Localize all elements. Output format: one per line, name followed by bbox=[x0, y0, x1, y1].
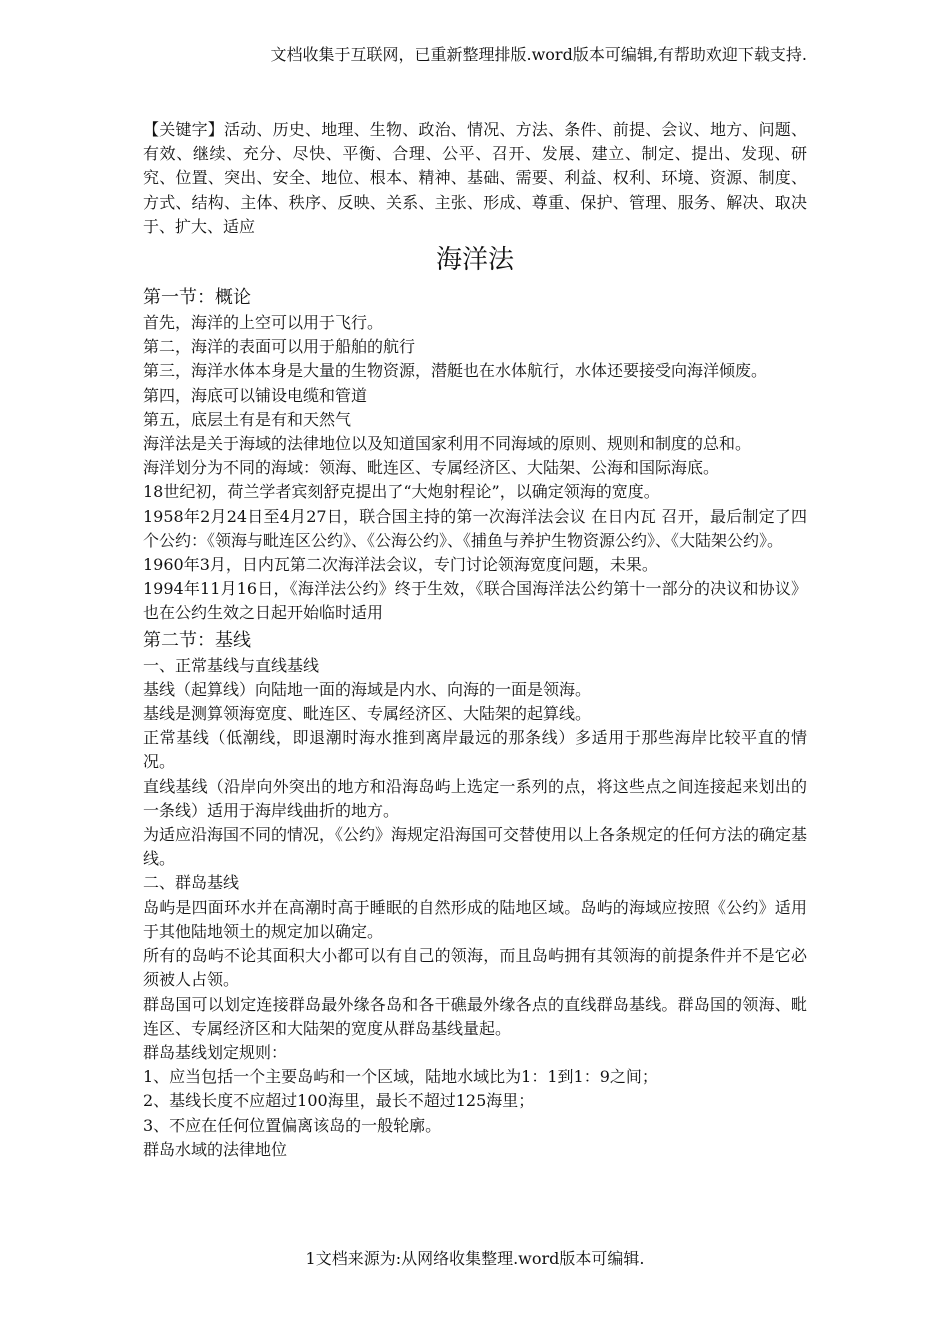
section-2-paragraph: 岛屿是四面环水并在高潮时高于睡眠的自然形成的陆地区域。岛屿的海域应按照《公约》适用于其他陆地领土的规定加以确定。 bbox=[143, 897, 807, 941]
section-2-paragraph: 群岛国可以划定连接群岛最外缘各岛和各干礁最外缘各点的直线群岛基线。群岛国的领海、毗连区、专属经济区和大陆架的宽度从群岛基线量起。 bbox=[143, 994, 807, 1038]
section-1-paragraph: 海洋法是关于海域的法律地位以及知道国家利用不同海域的原则、规则和制度的总和。 bbox=[143, 434, 752, 454]
page-header: 文档收集于互联网，已重新整理排版.word版本可编辑,有帮助欢迎下载支持. bbox=[270, 45, 807, 64]
section-1-paragraph: 1960年3月，日内瓦第二次海洋法会议，专门讨论领海宽度问题，未果。 bbox=[143, 555, 658, 575]
keywords-paragraph: 【关键字】活动、历史、地理、生物、政治、情况、方法、条件、前提、会议、地方、问题、有效、继续、充分、尽快、平衡、合理、公平、召开、发展、建立、制定、提出、发现、研究、位置、突出、安全、地位、根本、精神、基础、需要、利益、权利、环境、资源、制度、方式、结构、主体、秩序、反映、关系、主张、形成、尊重、保护、管理、服务、解决、取决于、扩大、适应 bbox=[143, 120, 807, 236]
section-1-paragraph: 第五，底层土有是有和天然气 bbox=[143, 409, 352, 429]
section-2-paragraph: 群岛水域的法律地位 bbox=[143, 1139, 288, 1159]
section-2-paragraph: 所有的岛屿不论其面积大小都可以有自己的领海，而且岛屿拥有其领海的前提条件并不是它必须被人占领。 bbox=[143, 946, 807, 990]
rule-item: 2、基线长度不应超过100海里，最长不超过125海里； bbox=[143, 1091, 535, 1111]
section-1-paragraph: 第二，海洋的表面可以用于船舶的航行 bbox=[143, 337, 416, 357]
section-1-paragraph: 1958年2月24日至4月27日，联合国主持的第一次海洋法会议 在日内瓦 召开，最后制定了四个公约：《领海与毗连区公约》、《公海公约》、《捕鱼与养护生物资源公约》、《大陆架公约》。 bbox=[143, 506, 807, 550]
document-title: 海洋法 bbox=[435, 245, 514, 276]
section-1-paragraph: 海洋划分为不同的海域：领海、毗连区、专属经济区、大陆架、公海和国际海底。 bbox=[143, 458, 720, 478]
page-footer: 1文档来源为:从网络收集整理.word版本可编辑. bbox=[305, 1249, 645, 1268]
section-2-paragraph: 基线（起算线）向陆地一面的海域是内水、向海的一面是领海。 bbox=[143, 679, 592, 699]
subsection-heading: 一、正常基线与直线基线 bbox=[143, 655, 320, 675]
rule-item: 1、应当包括一个主要岛屿和一个区域，陆地水域比为1：1到1：9之间； bbox=[143, 1067, 658, 1087]
section-1-heading: 第一节：概论 bbox=[143, 287, 251, 309]
section-1-paragraph: 18世纪初，荷兰学者宾刻舒克提出了“大炮射程论”，以确定领海的宽度。 bbox=[143, 482, 660, 502]
subsection-heading: 二、群岛基线 bbox=[143, 873, 240, 893]
section-2-paragraph: 直线基线（沿岸向外突出的地方和沿海岛屿上选定一系列的点，将这些点之间连接起来划出的一条线）适用于海岸线曲折的地方。 bbox=[143, 776, 807, 820]
rule-item: 3、不应在任何位置偏离该岛的一般轮廓。 bbox=[143, 1115, 442, 1135]
section-1-paragraph: 1994年11月16日，《海洋法公约》终于生效，《联合国海洋法公约第十一部分的决议和协议》也在公约生效之日起开始临时适用 bbox=[143, 579, 807, 623]
document-body bbox=[143, 118, 807, 1162]
section-2-heading: 第二节：基线 bbox=[143, 629, 251, 651]
section-2-paragraph: 为适应沿海国不同的情况，《公约》海规定沿海国可交替使用以上各条规定的任何方法的确定基线。 bbox=[143, 825, 808, 869]
section-1-paragraph: 第四，海底可以铺设电缆和管道 bbox=[143, 385, 368, 405]
section-2-paragraph: 基线是测算领海宽度、毗连区、专属经济区、大陆架的起算线。 bbox=[143, 704, 592, 724]
section-2-paragraph: 正常基线（低潮线，即退潮时海水推到离岸最远的那条线）多适用于那些海岸比较平直的情况。 bbox=[143, 728, 807, 772]
section-1-paragraph: 首先，海洋的上空可以用于飞行。 bbox=[143, 313, 384, 333]
section-1-paragraph: 第三，海洋水体本身是大量的生物资源，潜艇也在水体航行，水体还要接受向海洋倾废。 bbox=[143, 361, 768, 381]
section-2-paragraph: 群岛基线划定规则： bbox=[143, 1042, 288, 1062]
